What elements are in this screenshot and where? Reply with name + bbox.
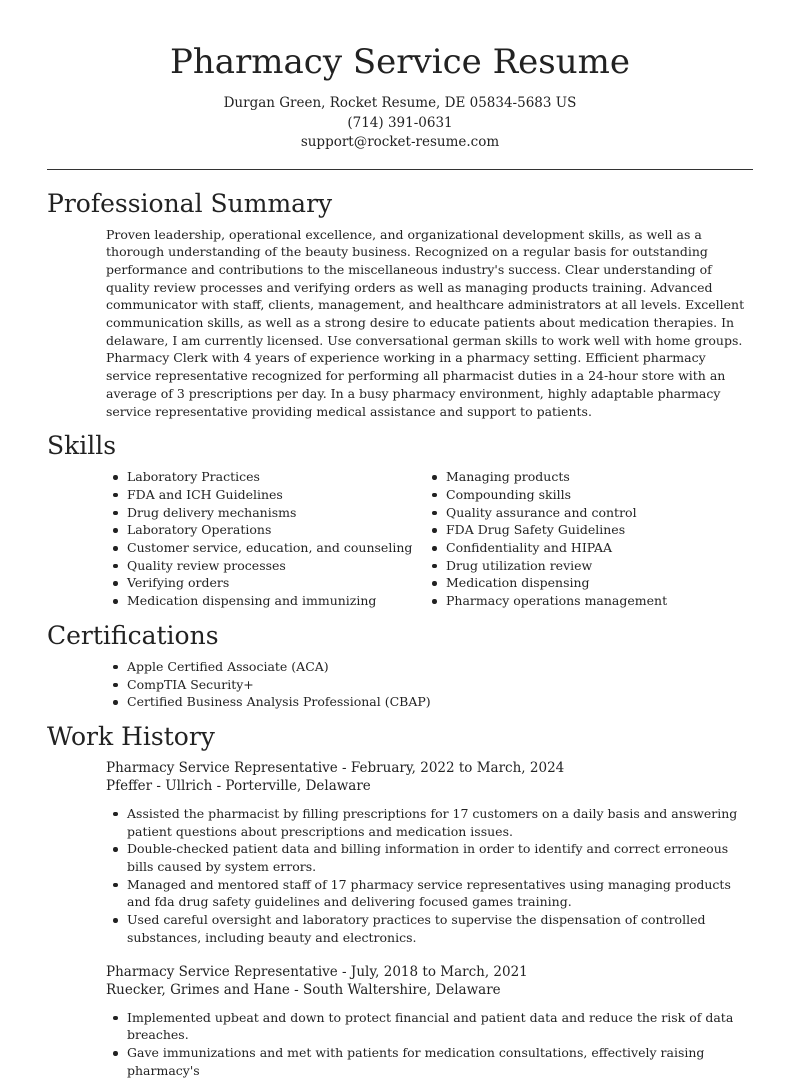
contact-block	[0, 94, 800, 153]
job-bullet: Managed and mentored staff of 17 pharmacy service representatives using managing products and fda drug safety guidelines and delivering focused games training.	[106, 876, 753, 911]
skill-item: Quality review processes	[106, 557, 425, 575]
job-bullet-list	[106, 805, 753, 947]
job-company-line: Pfeffer - Ullrich - Porterville, Delaware	[106, 778, 371, 795]
job-bullet-list	[106, 1009, 753, 1079]
job-bullet: Gave immunizations and met with patients for medication consultations, effectively raising pharmacy's	[106, 1044, 753, 1079]
work-history-section	[47, 721, 753, 1079]
skill-item: Laboratory Practices	[106, 468, 425, 486]
contact-email: support@rocket-resume.com	[300, 134, 500, 150]
header-divider	[47, 169, 753, 170]
certification-item: CompTIA Security+	[106, 676, 753, 694]
skills-section	[47, 430, 753, 610]
skills-grid	[106, 468, 753, 610]
job-bullets	[106, 805, 753, 947]
certifications-section	[47, 620, 753, 711]
skill-item: Drug utilization review	[425, 557, 744, 575]
job-title-line: Pharmacy Service Representative - July, 2018 to March, 2021	[106, 963, 528, 980]
skill-item: Confidentiality and HIPAA	[425, 539, 744, 557]
job-company-line: Ruecker, Grimes and Hane - South Waltershire, Delaware	[106, 982, 501, 999]
skills-column-right	[425, 468, 744, 610]
skill-item: FDA Drug Safety Guidelines	[425, 521, 744, 539]
resume-header	[0, 0, 800, 153]
certification-item: Certified Business Analysis Professional (CBAP)	[106, 693, 753, 711]
skill-item: Compounding skills	[425, 486, 744, 504]
skill-item: Medication dispensing and immunizing	[106, 592, 425, 610]
skills-list-left	[106, 468, 425, 610]
skill-item: Verifying orders	[106, 574, 425, 592]
skill-item: Medication dispensing	[425, 574, 744, 592]
contact-phone: (714) 391-0631	[347, 114, 453, 131]
skill-item: FDA and ICH Guidelines	[106, 486, 425, 504]
skill-item: Pharmacy operations management	[425, 592, 744, 610]
job-bullet: Assisted the pharmacist by filling prescriptions for 17 customers on a daily basis and answering patient questions about prescriptions and medication issues.	[106, 805, 753, 840]
summary-text: Proven leadership, operational excellence, and organizational development skills, as well as a thorough understanding of the beauty business. Recognized on a regular basis for outstanding performance and contributions to the miscellaneous industry's success. Clear understanding of quality review processes and verifying orders as well as managing products training. Advanced communicator with staff, clients, management, and healthcare administrators at all levels. Excellent communication skills, as well as a strong desire to educate patients about medication therapies. In delaware, I am currently licensed. Use conversational german skills to work well with home groups. Pharmacy Clerk with 4 years of experience working in a pharmacy setting. Efficient pharmacy service representative recognized for performing all pharmacist duties in a 24-hour store with an average of 3 prescriptions per day. In a busy pharmacy environment, highly adaptable pharmacy service representative providing medical assistance and support to patients.	[106, 226, 745, 419]
skill-item: Customer service, education, and counseling	[106, 539, 425, 557]
certification-item: Apple Certified Associate (ACA)	[106, 658, 753, 676]
skills-heading: Skills	[47, 431, 117, 461]
certifications-list-wrap	[106, 658, 753, 711]
certifications-heading: Certifications	[47, 620, 219, 650]
skill-item: Quality assurance and control	[425, 504, 744, 522]
job-entry	[106, 759, 753, 947]
job-entry	[106, 963, 753, 1079]
contact-address: Durgan Green, Rocket Resume, DE 05834-5683 US	[223, 95, 577, 111]
job-title-line: Pharmacy Service Representative - February, 2022 to March, 2024	[106, 759, 565, 776]
summary-heading: Professional Summary	[47, 188, 333, 218]
job-bullets	[106, 1009, 753, 1079]
skills-list-right	[425, 468, 744, 610]
job-bullet: Implemented upbeat and down to protect financial and patient data and reduce the risk of data breaches.	[106, 1009, 753, 1044]
job-bullet: Double-checked patient data and billing information in order to identify and correct erroneous bills caused by system errors.	[106, 840, 753, 875]
skills-column-left	[106, 468, 425, 610]
summary-section	[47, 188, 753, 421]
skill-item: Laboratory Operations	[106, 521, 425, 539]
job-bullet: Used careful oversight and laboratory practices to supervise the dispensation of controlled substances, including beauty and electronics.	[106, 911, 753, 946]
skill-item: Managing products	[425, 468, 744, 486]
work-history-heading: Work History	[47, 721, 215, 751]
certifications-list	[106, 658, 753, 711]
resume-title: Pharmacy Service Resume	[169, 42, 630, 82]
skill-item: Drug delivery mechanisms	[106, 504, 425, 522]
